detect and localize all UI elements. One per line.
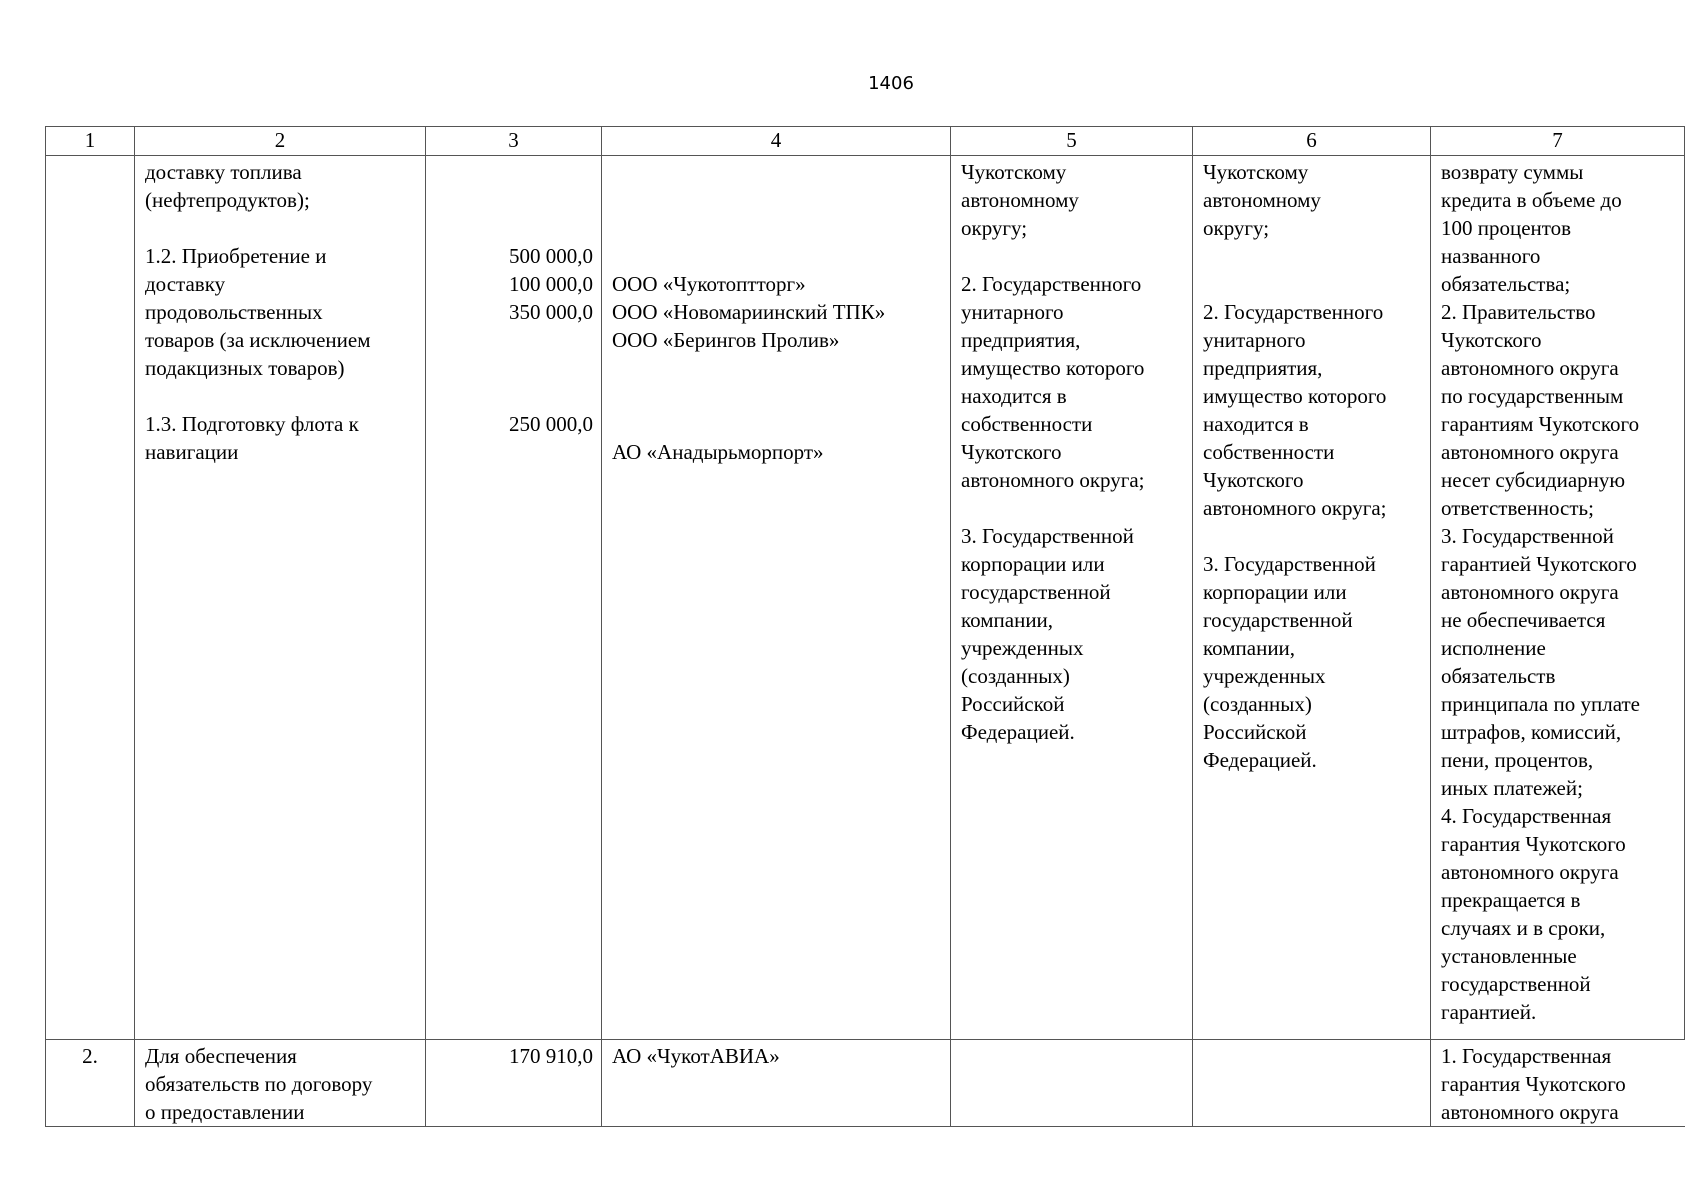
column-5-cell: Чукотскому автономному округу; 2. Государственного унитарного предприятия, имущество которого находится в собственности Чукотского автономного округа; 3. Государственной корпорации или государственной компании, учрежденных (созданных) Российской Федерацией. — [951, 156, 1193, 1040]
column-header-2: 2 — [135, 127, 426, 156]
terms-cell: возврату суммы кредита в объеме до 100 процентов названного обязательства; 2. Правительство Чукотского автономного округа по государственным гарантиям Чукотского автономного округа несет субсидиарную ответственность; 3. Государственной гарантией Чукотского автономного округа не обеспечивается исполнение обязательств принципала по уплате штрафов, комиссий, пени, процентов, иных платежей; 4. Государственная гарантия Чукотского автономного округа прекращается в случаях и в сроки, установленные государственной гарантией. — [1431, 156, 1685, 1040]
amount-cell: 170 910,0 — [426, 1040, 602, 1127]
principal-cell: АО «ЧукотАВИА» — [602, 1040, 951, 1127]
principal-cell: ООО «Чукотоптторг» ООО «Новомариинский ТПК» ООО «Берингов Пролив» АО «Анадырьморпорт» — [602, 156, 951, 1040]
table-row — [46, 156, 1685, 1040]
row-number-cell — [46, 156, 135, 1040]
column-6-cell — [1193, 1040, 1431, 1127]
column-header-6: 6 — [1193, 127, 1431, 156]
guarantee-table — [45, 126, 1685, 1127]
purpose-cell: Для обеспечения обязательств по договору о предоставлении — [135, 1040, 426, 1127]
purpose-cell: доставку топлива (нефтепродуктов); 1.2. Приобретение и доставку продовольственных товаров (за исключением подакцизных товаров) 1.3. Подготовку флота к навигации — [135, 156, 426, 1040]
amount-cell: 500 000,0 100 000,0 350 000,0 250 000,0 — [426, 156, 602, 1040]
row-number-cell: 2. — [46, 1040, 135, 1127]
table-header-row — [46, 127, 1685, 156]
column-header-1: 1 — [46, 127, 135, 156]
column-5-cell — [951, 1040, 1193, 1127]
page-number: 1406 — [868, 73, 914, 94]
column-header-5: 5 — [951, 127, 1193, 156]
column-header-4: 4 — [602, 127, 951, 156]
column-header-7: 7 — [1431, 127, 1685, 156]
terms-cell: 1. Государственная гарантия Чукотского автономного округа — [1431, 1040, 1685, 1127]
column-6-cell: Чукотскому автономному округу; 2. Государственного унитарного предприятия, имущество которого находится в собственности Чукотского автономного округа; 3. Государственной корпорации или государственной компании, учрежденных (созданных) Российской Федерацией. — [1193, 156, 1431, 1040]
table-row — [46, 1040, 1685, 1127]
column-header-3: 3 — [426, 127, 602, 156]
